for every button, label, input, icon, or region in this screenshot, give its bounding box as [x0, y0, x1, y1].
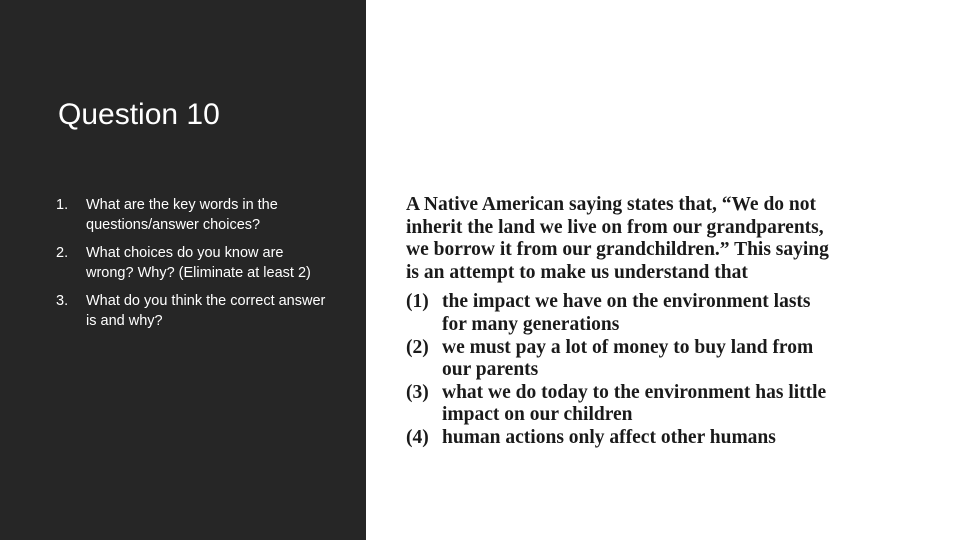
choice-line: what we do today to the environment has little: [442, 381, 827, 403]
choice-line: for many generations: [442, 313, 620, 335]
question-item: [56, 292, 328, 331]
choice-number: (2): [406, 336, 429, 358]
choice-line: we must pay a lot of money to buy land from: [442, 336, 814, 358]
choice-number: (3): [406, 381, 429, 403]
question-text: What choices do you know are wrong? Why? (Eliminate at least 2): [86, 245, 311, 281]
choice-line: human actions only affect other humans: [442, 426, 776, 448]
answer-choices: [406, 291, 876, 449]
answer-choice-4: [406, 427, 876, 450]
answer-choice-1: [406, 291, 876, 336]
choice-number: (1): [406, 291, 429, 313]
choice-number: (4): [406, 426, 429, 448]
question-passage-image: [406, 194, 876, 450]
question-number: 3.: [56, 293, 69, 309]
question-number: 2.: [56, 245, 69, 261]
answer-choice-2: [406, 337, 876, 382]
slide-title: Question 10: [58, 98, 220, 131]
choice-line: the impact we have on the environment lasts: [442, 291, 811, 313]
stem-line: A Native American saying states that, “We do not: [406, 194, 817, 215]
question-item: [56, 244, 328, 283]
left-panel: [0, 0, 366, 540]
choice-line: our parents: [442, 359, 539, 381]
question-stem: [406, 194, 876, 284]
stem-line: is an attempt to make us understand that: [406, 261, 748, 283]
answer-choice-3: [406, 382, 876, 427]
stem-line: we borrow it from our grandchildren.” This saying: [406, 239, 829, 261]
stem-line: inherit the land we live on from our grandparents,: [406, 216, 824, 238]
question-item: [56, 196, 328, 235]
question-list: [56, 196, 328, 340]
question-text: What do you think the correct answer is and why?: [86, 293, 326, 329]
choice-line: impact on our children: [442, 404, 633, 426]
question-number: 1.: [56, 197, 69, 213]
question-text: What are the key words in the questions/answer choices?: [86, 197, 278, 233]
